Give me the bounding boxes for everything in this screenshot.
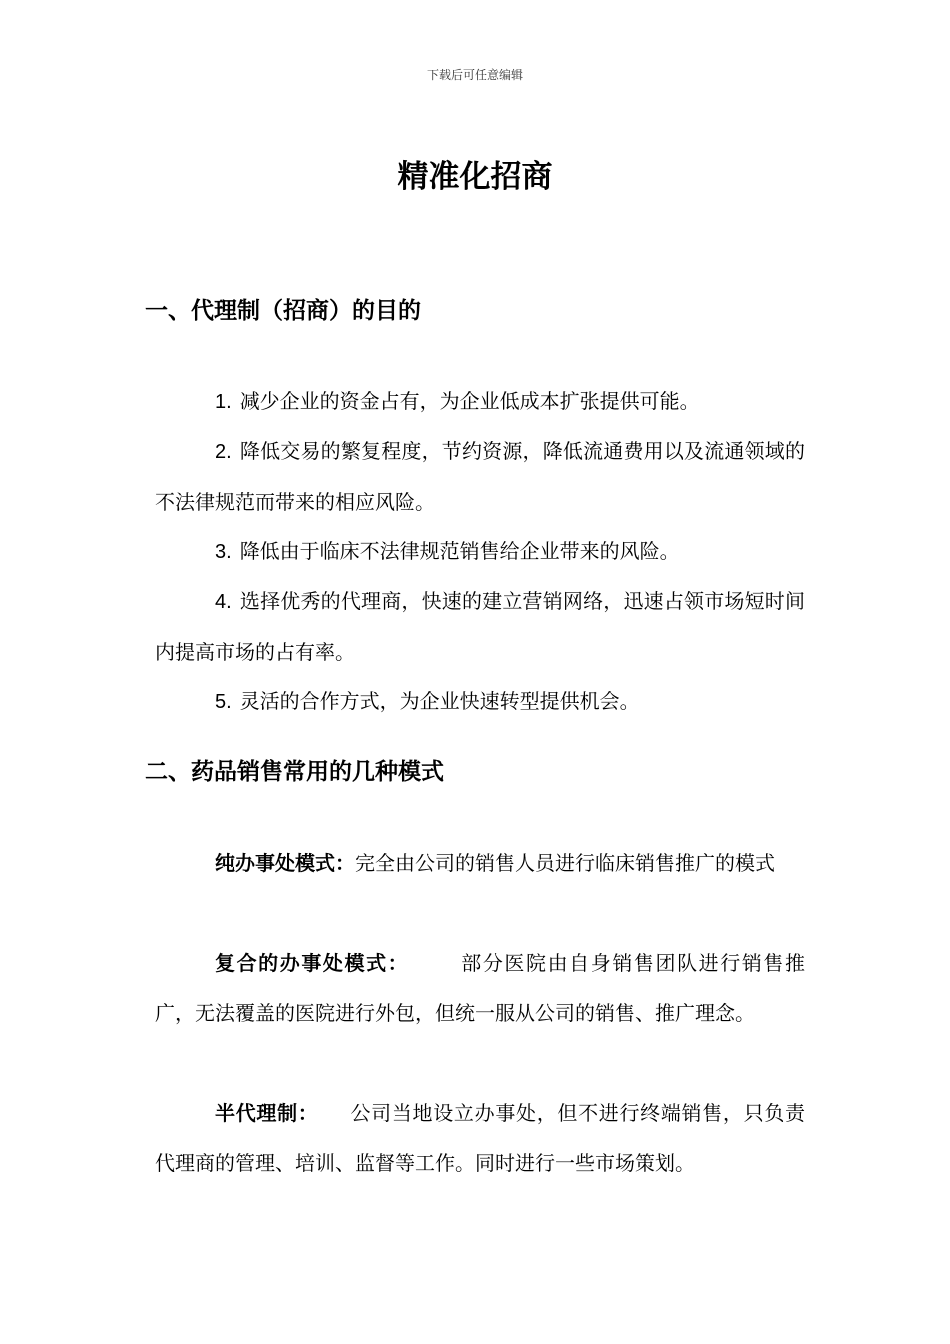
list-item-text: 减少企业的资金占有，为企业低成本扩张提供可能。 — [239, 389, 700, 413]
document-title: 精准化招商 — [397, 159, 553, 195]
section-heading-sales-modes: 二、药品销售常用的几种模式 — [145, 759, 444, 785]
mode-term: 半代理制： — [215, 1101, 319, 1125]
mode-description: 公司当地设立办事处，但不进行终端销售，只负责代理商的管理、培训、监督等工作。同时进行一些市场策划。 — [155, 1101, 806, 1175]
list-item — [155, 526, 805, 577]
list-item-number: 4. — [215, 591, 232, 613]
list-item-text: 降低交易的繁复程度，节约资源，降低流通费用以及流通领域的不法律规范而带来的相应风险。 — [155, 439, 805, 514]
mode-term: 复合的办事处模式： — [215, 951, 410, 975]
list-item-number: 3. — [215, 541, 232, 563]
mode-description: 完全由公司的销售人员进行临床销售推广的模式 — [355, 851, 775, 875]
list-item-number: 1. — [215, 391, 232, 413]
mode-paragraph — [155, 1088, 805, 1188]
list-item-number: 5. — [215, 691, 232, 713]
list-item — [155, 676, 805, 727]
mode-paragraph — [155, 938, 805, 1038]
list-item-number: 2. — [215, 441, 232, 463]
mode-description: 部分医院由自身销售团队进行销售推广，无法覆盖的医院进行外包，但统一服从公司的销售、推广理念。 — [155, 951, 805, 1025]
list-item-text: 灵活的合作方式，为企业快速转型提供机会。 — [239, 689, 640, 713]
section-heading-purpose: 一、代理制（招商）的目的 — [145, 298, 421, 324]
list-item — [155, 426, 805, 527]
list-item-text: 选择优秀的代理商，快速的建立营销网络，迅速占领市场短时间内提高市场的占有率。 — [155, 589, 805, 664]
mode-paragraph — [155, 838, 805, 888]
mode-term: 纯办事处模式： — [215, 851, 355, 875]
list-item — [155, 576, 805, 677]
page-header-note: 下载后可任意编辑 — [426, 68, 523, 82]
list-item — [155, 376, 805, 427]
list-item-text: 降低由于临床不法律规范销售给企业带来的风险。 — [239, 539, 680, 563]
